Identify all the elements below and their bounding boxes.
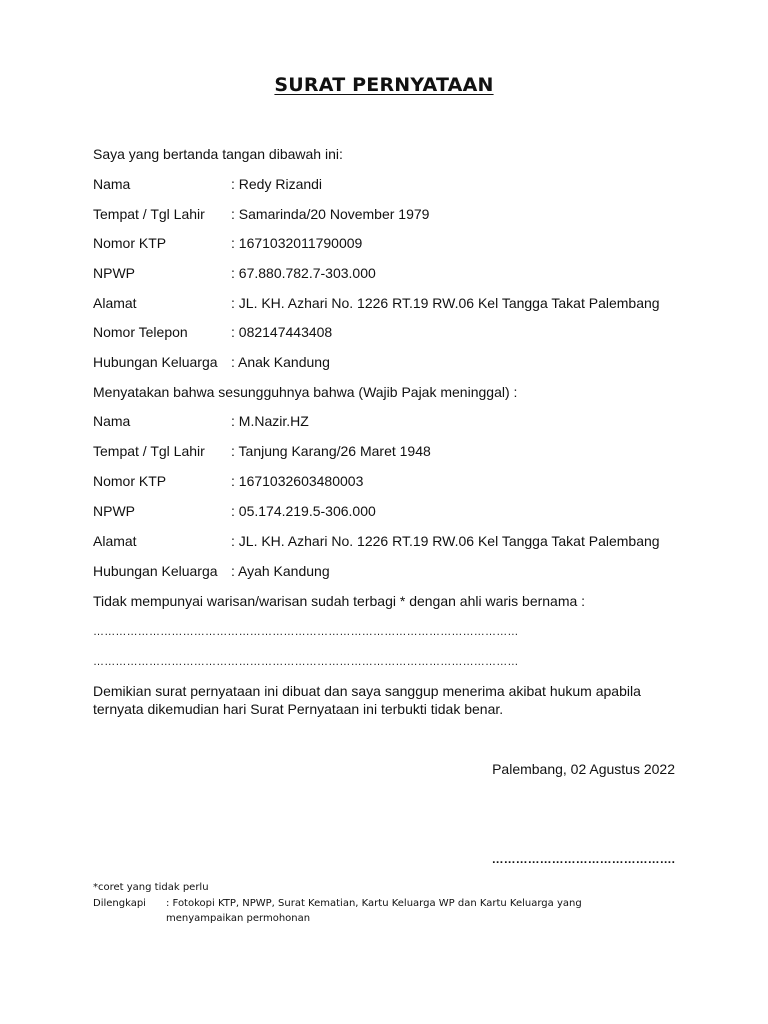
field-value: : Tanjung Karang/26 Maret 1948 <box>231 443 431 459</box>
place-date: Palembang, 02 Agustus 2022 <box>492 761 675 777</box>
field-value: : JL. KH. Azhari No. 1226 RT.19 RW.06 Kel Tangga Takat Palembang <box>231 533 660 549</box>
intro-text: Saya yang bertanda tangan dibawah ini: <box>93 146 343 162</box>
field-value: : Samarinda/20 November 1979 <box>231 206 430 222</box>
inheritance-text: Tidak mempunyai warisan/warisan sudah terbagi * dengan ahli waris bernama : <box>93 593 586 609</box>
closing-paragraph: Demikian surat pernyataan ini dibuat dan saya sanggup menerima akibat hukum apabila ternyata dikemudian hari Surat Pernyataan ini terbukti tidak benar. <box>93 683 641 717</box>
field-label: Nomor KTP <box>93 473 167 489</box>
field-label: Hubungan Keluarga <box>93 354 218 370</box>
field-value: : Ayah Kandung <box>231 563 330 579</box>
attachment-label: Dilengkapi <box>93 898 146 909</box>
field-label: Nomor Telepon <box>93 324 188 340</box>
footnote: *coret yang tidak perlu <box>93 882 209 893</box>
attachment-value: : Fotokopi KTP, NPWP, Surat Kematian, Kartu Keluarga WP dan Kartu Keluarga yang menyampaikan permohonan <box>166 898 582 924</box>
field-label: Alamat <box>93 533 137 549</box>
statement-text: Menyatakan bahwa sesungguhnya bahwa (Wajib Pajak meninggal) : <box>93 384 518 400</box>
field-label: Nomor KTP <box>93 235 167 251</box>
field-label: Tempat / Tgl Lahir <box>93 443 205 459</box>
signature-blank: ………………………………………. <box>491 852 675 866</box>
field-label: NPWP <box>93 265 135 281</box>
document-title: SURAT PERNYATAAN <box>274 74 494 96</box>
field-value: : 05.174.219.5-306.000 <box>231 503 376 519</box>
field-label: Tempat / Tgl Lahir <box>93 206 205 222</box>
field-value: : 1671032603480003 <box>231 473 364 489</box>
field-label: Hubungan Keluarga <box>93 563 218 579</box>
field-value: : M.Nazir.HZ <box>231 413 309 429</box>
field-value: : JL. KH. Azhari No. 1226 RT.19 RW.06 Kel Tangga Takat Palembang <box>231 295 660 311</box>
field-value: : Redy Rizandi <box>231 176 323 192</box>
field-value: : Anak Kandung <box>231 354 330 370</box>
field-label: Nama <box>93 413 131 429</box>
field-value: : 1671032011790009 <box>231 235 363 251</box>
field-label: NPWP <box>93 503 135 519</box>
field-label: Nama <box>93 176 131 192</box>
field-value: : 67.880.782.7-303.000 <box>231 265 376 281</box>
field-label: Alamat <box>93 295 137 311</box>
heir-name-blank-2: …………………………………………………………………………………………………… <box>93 656 519 668</box>
field-value: : 082147443408 <box>231 324 333 340</box>
heir-name-blank-1: …………………………………………………………………………………………………… <box>93 626 519 638</box>
